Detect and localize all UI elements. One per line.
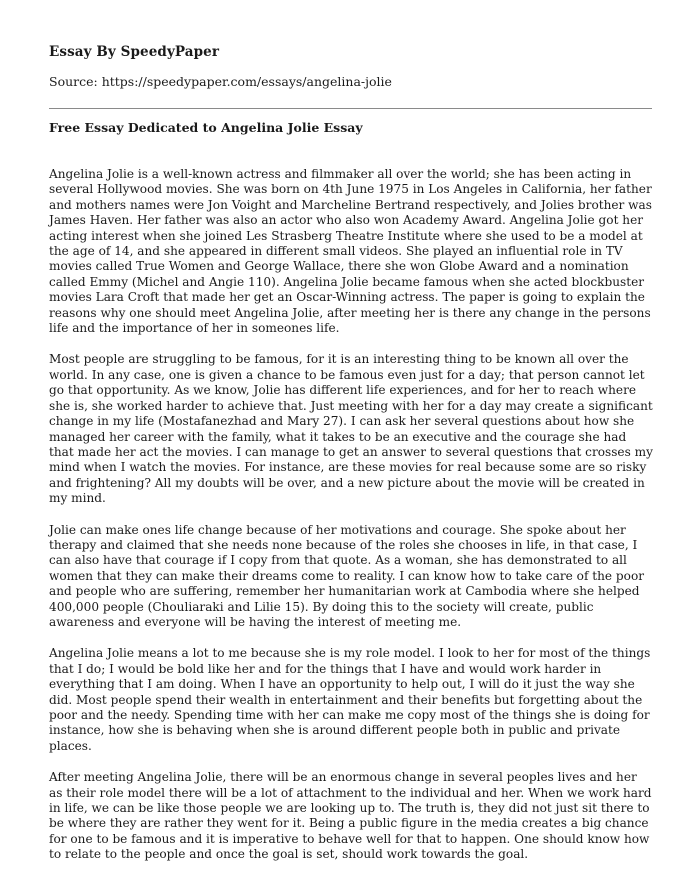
essay-body bbox=[49, 167, 653, 879]
paragraph-4: Angelina Jolie means a lot to me because she is my role model. I look to her for most of the things that I do; I would be bold like her and for the things that I have and would work harder in everything that I am doing. When I have an opportunity to help out, I will do it just the way she did. Most people spend their wealth in entertainment and their benefits but forgetting about the poor and the needy. Spending time with her can make me copy most of the things she is doing for instance, how she is behaving when she is around different people both in public and private places. bbox=[49, 646, 651, 753]
paragraph-2: Most people are struggling to be famous, for it is an interesting thing to be known all over the world. In any case, one is given a chance to be famous even just for a day; that person cannot let go that opportunity. As we know, Jolie has different life experiences, and for her to reach where she is, she worked harder to achieve that. Just meeting with her for a day may create a significant change in my life (Mostafanezhad and Mary 27). I can ask her several questions about how she managed her career with the family, what it takes to be an executive and the courage she had that made her act the movies. I can manage to get an answer to several questions that crosses my mind when I watch the movies. For instance, are these movies for real because some are so risky and frightening? All my doubts will be over, and a new picture about the movie will be created in my mind. bbox=[49, 352, 653, 506]
document-source-line: Source: https://speedypaper.com/essays/angelina-jolie bbox=[49, 74, 392, 89]
paragraph-3: Jolie can make ones life change because of her motivations and courage. She spoke about her therapy and claimed that she needs none because of the roles she chooses in life, in that case, I can also have that courage if I copy from that quote. As a woman, she has demonstrated to all women that they can make their dreams come to reality. I can know how to take care of the poor and people who are suffering, remember her humanitarian work at Cambodia where she helped 400,000 people (Chouliaraki and Lilie 15). By doing this to the society will create, public awareness and everyone will be having the interest of meeting me. bbox=[49, 522, 645, 629]
document-header-title: Essay By SpeedyPaper bbox=[49, 44, 220, 60]
paragraph-5: After meeting Angelina Jolie, there will be an enormous change in several peoples lives and her as their role model there will be a lot of attachment to the individual and her. When we work hard in life, we can be like those people we are looking up to. The truth is, they did not just sit there to be where they are rather they went for it. Being a public figure in the media creates a big chance for one to be famous and it is imperative to behave well for that to happen. One should know how to relate to the people and once the goal is set, should work towards the goal. bbox=[49, 770, 652, 862]
paragraph-1: Angelina Jolie is a well-known actress and filmmaker all over the world; she has been acting in several Hollywood movies. She was born on 4th June 1975 in Los Angeles in California, her father and mothers names were Jon Voight and Marcheline Bertrand respectively, and Jolies brother was James Haven. Her father was also an actor who also won Academy Award. Angelina Jolie got her acting interest when she joined Les Strasberg Theatre Institute where she used to be a model at the age of 14, and she appeared in different small videos. She played an influential role in TV movies called True Women and George Wallace, there she won Globe Award and a nomination called Emmy (Michel and Angie 110). Angelina Jolie became famous when she acted blockbuster movies Lara Croft that made her get an Oscar-Winning actress. The paper is going to explain the reasons why one should meet Angelina Jolie, after meeting her is there any change in the persons life and the importance of her in someones life. bbox=[49, 167, 652, 336]
essay-title: Free Essay Dedicated to Angelina Jolie Essay bbox=[49, 120, 363, 135]
header-divider bbox=[49, 108, 652, 109]
